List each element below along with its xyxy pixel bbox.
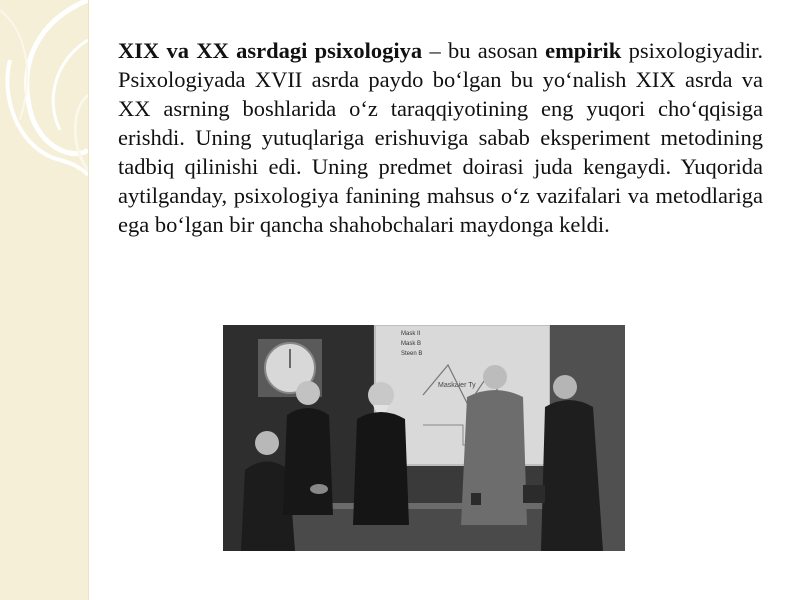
- paragraph-dash-text: – bu asosan: [422, 38, 546, 63]
- paragraph-lead-bold: XIX va XX asrdagi psixologiya: [118, 38, 423, 63]
- board-label: Mask II: [401, 331, 421, 337]
- board-label: Steen B: [401, 351, 423, 357]
- sidebar-curves-decoration: [0, 0, 88, 600]
- paragraph-bold-term: empirik: [545, 38, 622, 63]
- decorative-sidebar: [0, 0, 89, 600]
- main-paragraph: [118, 36, 763, 239]
- paragraph-body: psixologiyadir. Psixologiyada XVII asrda paydo bo‘lgan bu yo‘nalish XIX asrda va XX asrning boshlarida o‘z taraqqiyotining eng yuqori cho‘qqisiga erishdi. Uning yutuqlariga erishuviga sabab eksperiment metodining tadbiq qilinishi edi. Uning predmet doirasi juda kengaydi. Yuqorida aytilganday, psixologiya fanining mahsus o‘z vazifalari va metodlariga ega bo‘lgan bir qancha shahobchalari maydonga keldi.: [118, 38, 763, 237]
- board-caption: Maskaier Ty: [438, 382, 476, 389]
- historical-photo: [223, 325, 625, 551]
- board-label: Mask B: [401, 341, 422, 347]
- photo-illustration: [223, 325, 625, 551]
